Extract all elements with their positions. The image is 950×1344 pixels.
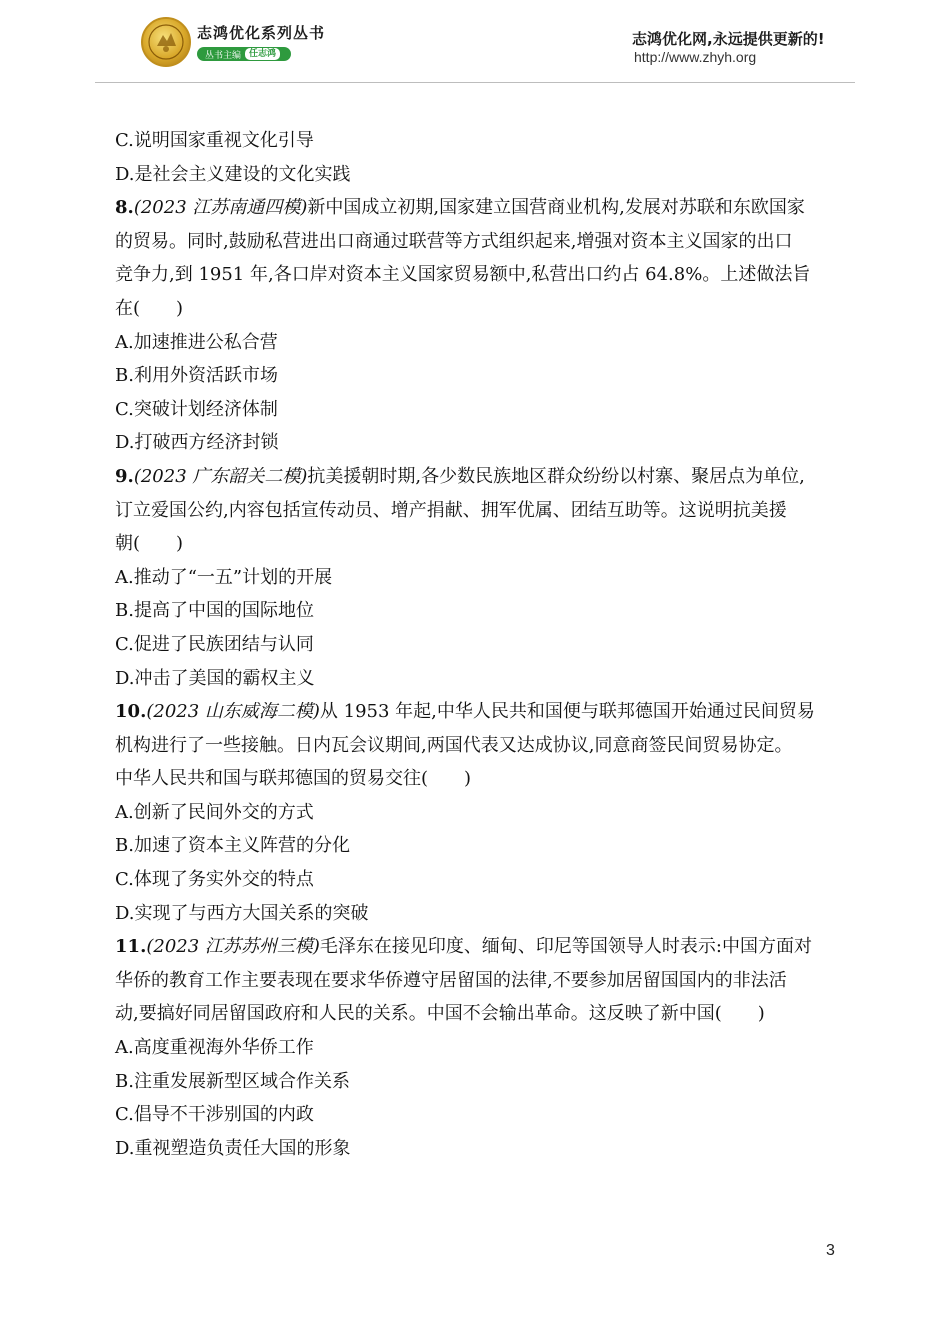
answer-option — [115, 326, 840, 360]
line-text: 毛泽东在接见印度、缅甸、印尼等国领导人时表示:中国方面对 — [319, 936, 812, 958]
line-text: B.提高了中国的国际地位 — [115, 600, 314, 622]
closing-paren: ) — [757, 1003, 765, 1025]
seal-logo-icon — [141, 17, 191, 67]
text-line — [115, 258, 840, 292]
answer-option — [115, 1031, 840, 1065]
line-text: D.实现了与西方大国关系的突破 — [115, 902, 369, 924]
line-text: 抗美援朝时期,各少数民族地区群众纷纷以村寨、聚居点为单位, — [307, 465, 805, 487]
brand-editor-name: 任志鸿 — [245, 48, 280, 60]
line-text: 从 1953 年起,中华人民共和国便与联邦德国开始通过民间贸易 — [319, 701, 815, 723]
line-text: D.冲击了美国的霸权主义 — [115, 667, 315, 689]
question-source: (2023 江苏南通四模) — [133, 197, 308, 219]
line-text: 动,要搞好同居留国政府和人民的关系。中国不会输出革命。这反映了新中国( — [115, 1003, 722, 1025]
line-text: 竞争力,到 1951 年,各口岸对资本主义国家贸易额中,私营出口约占 64.8%。上述做法旨 — [115, 264, 811, 286]
brand-title: 志鸿优化系列丛书 — [197, 24, 326, 42]
question-content — [115, 124, 840, 1165]
answer-option — [115, 1132, 840, 1166]
line-text: B.加速了资本主义阵营的分化 — [115, 835, 350, 857]
line-text: 华侨的教育工作主要表现在要求华侨遵守居留国的法律,不要参加居留国国内的非法活 — [115, 969, 787, 991]
question-source: (2023 江苏苏州三模) — [146, 936, 320, 958]
answer-option — [115, 897, 840, 931]
line-text: 订立爱国公约,内容包括宣传动员、增产捐献、拥军优属、团结互助等。这说明抗美援 — [115, 499, 787, 521]
line-text: 的贸易。同时,鼓励私营进出口商通过联营等方式组织起来,增强对资本主义国家的出口 — [115, 230, 793, 252]
line-text: 朝( — [115, 533, 141, 555]
closing-paren: ) — [464, 768, 472, 790]
line-text: C.突破计划经济体制 — [115, 398, 278, 420]
line-text: 中华人民共和国与联邦德国的贸易交往( — [115, 768, 429, 790]
line-text: 在( — [115, 297, 141, 319]
line-text: 新中国成立初期,国家建立国营商业机构,发展对苏联和东欧国家 — [307, 197, 805, 219]
line-text: A.创新了民间外交的方式 — [115, 801, 314, 823]
text-line — [115, 494, 840, 528]
line-text: C.倡导不干涉别国的内政 — [115, 1104, 314, 1126]
question-stem-line: 11.(2023 江苏苏州三模)毛泽东在接见印度、缅甸、印尼等国领导人时表示:中国方面对 — [115, 936, 812, 958]
line-text: A.高度重视海外华侨工作 — [115, 1037, 314, 1059]
line-text: C.体现了务实外交的特点 — [115, 869, 314, 891]
line-text: A.加速推进公私合营 — [115, 331, 278, 353]
answer-option — [115, 796, 840, 830]
answer-option — [115, 662, 840, 696]
text-line — [115, 997, 840, 1031]
text-line — [115, 292, 840, 326]
answer-option — [115, 393, 840, 427]
line-text: A.推动了“一五”计划的开展 — [115, 566, 333, 588]
page-number: 3 — [826, 1242, 835, 1259]
brand-subtitle-badge — [197, 47, 291, 61]
closing-paren: ) — [176, 297, 184, 319]
answer-option — [115, 829, 840, 863]
answer-option — [115, 359, 840, 393]
text-line — [115, 964, 840, 998]
answer-option — [115, 1065, 840, 1099]
answer-option — [115, 594, 840, 628]
line-text: D.打破西方经济封锁 — [115, 432, 279, 454]
question-number: 8 — [115, 197, 128, 219]
header-slogan: 志鸿优化网,永远提供更新的! — [632, 30, 825, 48]
text-line — [115, 762, 840, 796]
question-number: 9 — [115, 465, 128, 487]
header-url-link[interactable]: http://www.zhyh.org — [634, 49, 757, 65]
page-header — [0, 0, 950, 84]
question-source: (2023 广东韶关二模) — [133, 465, 308, 487]
question-number: 10 — [115, 701, 141, 723]
answer-option — [115, 158, 840, 192]
answer-option — [115, 1098, 840, 1132]
answer-option — [115, 561, 840, 595]
question-stem-line: 10.(2023 山东威海二模)从 1953 年起,中华人民共和国便与联邦德国开始通过民间贸易 — [115, 701, 815, 723]
header-divider — [95, 82, 855, 83]
line-text: D.重视塑造负责任大国的形象 — [115, 1137, 351, 1159]
line-text: B.利用外资活跃市场 — [115, 365, 278, 387]
question-number: 11 — [115, 936, 141, 958]
closing-paren: ) — [176, 533, 184, 555]
answer-option — [115, 863, 840, 897]
line-text: C.说明国家重视文化引导 — [115, 130, 314, 151]
question-stem-line: 8.(2023 江苏南通四模)新中国成立初期,国家建立国营商业机构,发展对苏联和东欧国家 — [115, 197, 805, 219]
text-line — [115, 729, 840, 763]
line-text: B.注重发展新型区域合作关系 — [115, 1070, 350, 1092]
line-text: D.是社会主义建设的文化实践 — [115, 163, 351, 185]
line-text: 机构进行了一些接触。日内瓦会议期间,两国代表又达成协议,同意商签民间贸易协定。 — [115, 734, 793, 756]
question-source: (2023 山东威海二模) — [146, 701, 320, 723]
text-line — [115, 225, 840, 259]
question-stem-line: 9.(2023 广东韶关二模)抗美援朝时期,各少数民族地区群众纷纷以村寨、聚居点为单位, — [115, 465, 805, 487]
answer-option — [115, 628, 840, 662]
brand-sub-label: 丛书主编 — [205, 51, 242, 61]
answer-option — [115, 426, 840, 460]
text-line — [115, 527, 840, 561]
answer-option — [115, 124, 840, 158]
line-text: C.促进了民族团结与认同 — [115, 633, 314, 655]
